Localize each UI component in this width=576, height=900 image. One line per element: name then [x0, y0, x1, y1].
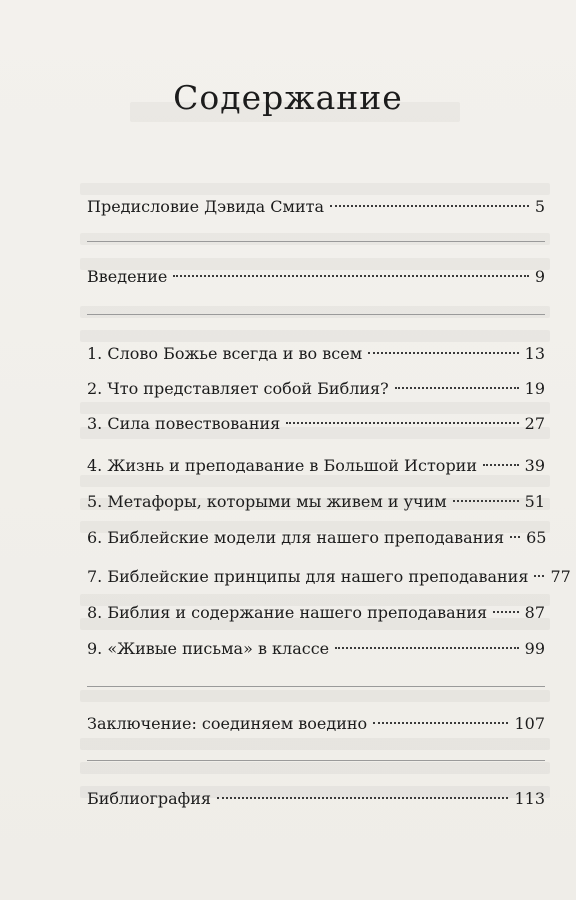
toc-entry-label: 5. Метафоры, которыми мы живем и учим: [87, 492, 447, 511]
toc-entry-label: 4. Жизнь и преподавание в Большой Истории: [87, 456, 478, 475]
toc-entry-label: 1. Слово Божье всегда и во всем: [87, 344, 363, 363]
toc-entry-chapter-4[interactable]: [87, 454, 545, 478]
dot-leader: [286, 422, 518, 424]
dot-leader: [373, 722, 508, 724]
dot-leader: [330, 205, 529, 207]
dot-leader: [483, 464, 519, 466]
toc-entry-chapter-3[interactable]: [87, 412, 545, 436]
toc-entry-chapter-2[interactable]: [87, 377, 545, 401]
toc-entry-page: 77: [550, 567, 571, 586]
toc-entry-chapter-6[interactable]: [87, 526, 545, 550]
toc-entry-chapter-9[interactable]: [87, 637, 545, 661]
section-divider: [87, 686, 545, 687]
dot-leader: [395, 387, 519, 389]
toc-entry-label: 6. Библейские модели для нашего преподавания: [87, 528, 505, 547]
section-divider: [87, 241, 545, 242]
toc-entry-label: 3. Сила повествования: [87, 414, 281, 433]
toc-entry-page: 99: [524, 639, 545, 658]
dot-leader: [493, 611, 519, 613]
toc-entry-page: 19: [524, 379, 545, 398]
toc-entry-page: 113: [514, 789, 545, 808]
toc-entry-chapter-5[interactable]: [87, 490, 545, 514]
dot-leader: [217, 797, 508, 799]
section-divider: [87, 314, 545, 315]
toc-entry-label: 9. «Живые письма» в классе: [87, 639, 330, 658]
dot-leader: [510, 536, 520, 538]
dot-leader: [173, 275, 528, 277]
toc-entry-introduction[interactable]: [87, 265, 545, 289]
page-title: Содержание: [173, 78, 403, 117]
toc-entry-chapter-1[interactable]: [87, 342, 545, 366]
toc-entry-chapter-8[interactable]: [87, 601, 545, 625]
dot-leader: [453, 500, 519, 502]
toc-entry-page: 27: [524, 414, 545, 433]
toc-entry-bibliography[interactable]: [87, 787, 545, 811]
toc-entry-preface[interactable]: [87, 195, 545, 219]
toc-entry-chapter-7[interactable]: [87, 565, 571, 589]
toc-entry-label: 7. Библейские принципы для нашего преподавания: [87, 567, 529, 586]
dot-leader: [335, 647, 519, 649]
toc-entry-page: 107: [514, 714, 545, 733]
toc-entry-label: 8. Библия и содержание нашего преподавания: [87, 603, 488, 622]
toc-entry-page: 39: [524, 456, 545, 475]
toc-entry-conclusion[interactable]: [87, 712, 545, 736]
toc-entry-page: 65: [526, 528, 547, 547]
dot-leader: [368, 352, 518, 354]
section-divider: [87, 760, 545, 761]
toc-entry-label: Предисловие Дэвида Смита: [87, 197, 325, 216]
toc-entry-page: 87: [524, 603, 545, 622]
toc-entry-page: 5: [534, 197, 545, 216]
toc-entry-label: Заключение: соединяем воедино: [87, 714, 368, 733]
toc-entry-label: 2. Что представляет собой Библия?: [87, 379, 389, 398]
toc-entry-label: Библиография: [87, 789, 211, 808]
toc-entry-label: Введение: [87, 267, 168, 286]
dot-leader: [534, 575, 544, 577]
toc-entry-page: 13: [524, 344, 545, 363]
toc-entry-page: 51: [524, 492, 545, 511]
toc-entry-page: 9: [534, 267, 545, 286]
